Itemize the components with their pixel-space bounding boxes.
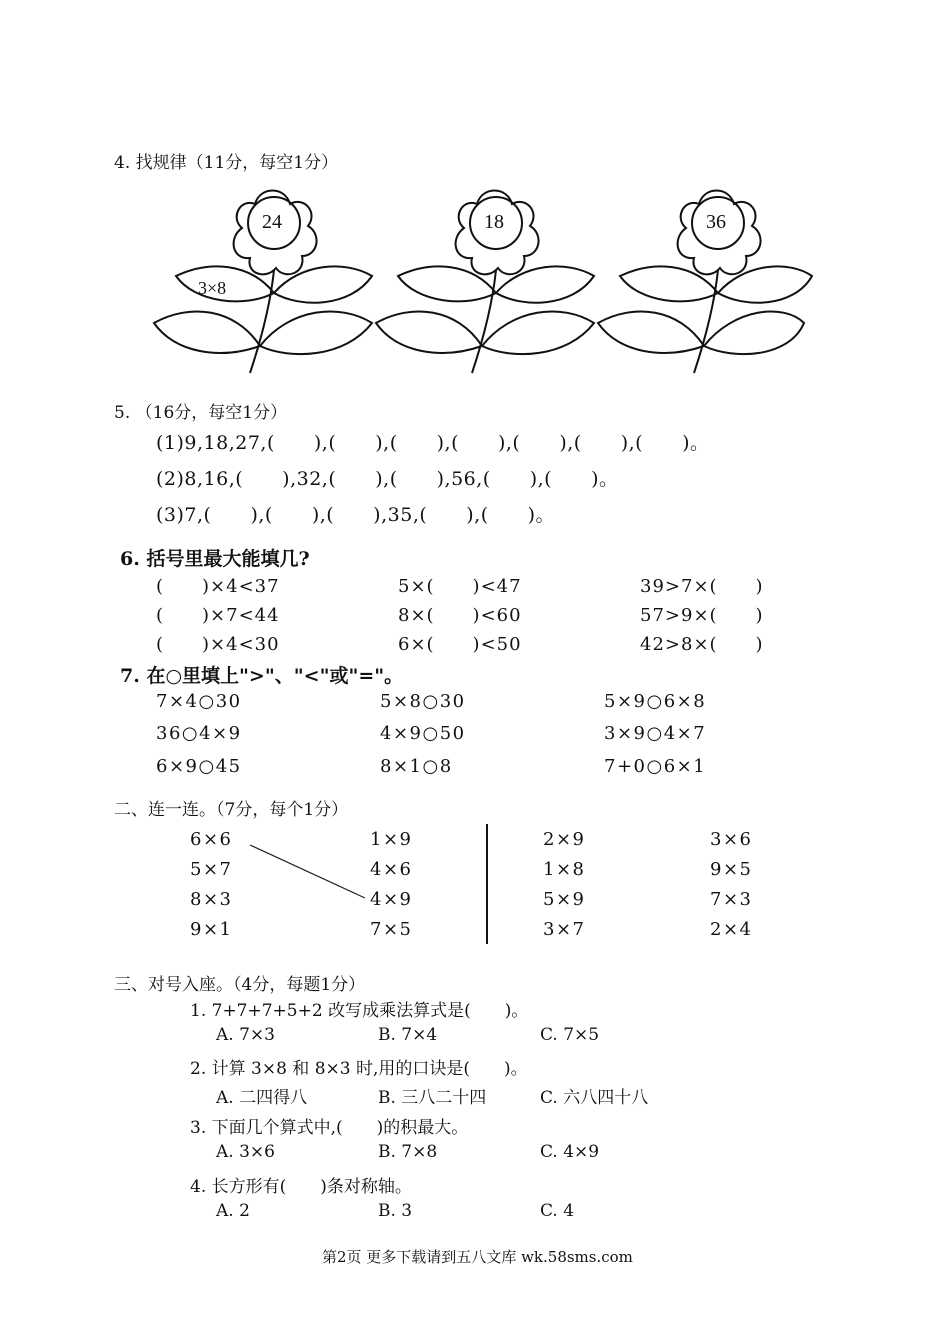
part2-left-a-4: 9×1 <box>190 919 233 940</box>
part2-left-b-2: 4×6 <box>370 859 413 880</box>
q7-r1c1: 7×4○30 <box>156 691 242 712</box>
part2-right-a-4: 3×7 <box>543 919 586 940</box>
q4-title: 4. 找规律（11分，每空1分） <box>114 153 339 173</box>
q6-r1c2: 5×( )<47 <box>398 576 522 597</box>
q7-r2c2: 4×9○50 <box>380 723 466 744</box>
q6-r2c2: 8×( )<60 <box>398 605 522 626</box>
part2-right-a-3: 5×9 <box>543 889 586 910</box>
q6-title: 6. 括号里最大能填几? <box>120 548 310 570</box>
q7-r1c3: 5×9○6×8 <box>604 691 707 712</box>
part2-right-a-1: 2×9 <box>543 829 586 850</box>
part3-q1-b: B. 7×4 <box>378 1025 438 1045</box>
q5-title: 5. （16分，每空1分） <box>114 403 288 423</box>
part2-left-b-4: 7×5 <box>370 919 413 940</box>
q6-r3c3: 42>8×( ) <box>640 634 764 655</box>
q6-r3c1: ( )×4<30 <box>156 634 280 655</box>
part2-right-b-4: 2×4 <box>710 919 753 940</box>
part2-right-b-1: 3×6 <box>710 829 753 850</box>
part2-left-b-1: 1×9 <box>370 829 413 850</box>
flower-1-leaf-text: 3×8 <box>198 278 227 298</box>
q5-line-2: (2)8,16,( ),32,( ),( ),56,( ),( )。 <box>156 468 619 490</box>
part2-right-b-2: 9×5 <box>710 859 753 880</box>
part3-q1-c: C. 7×5 <box>540 1025 600 1045</box>
q7-r3c1: 6×9○45 <box>156 756 242 777</box>
part2-example-connector <box>250 845 365 898</box>
q6-r3c2: 6×( )<50 <box>398 634 522 655</box>
q7-r1c2: 5×8○30 <box>380 691 466 712</box>
part3-q3-a: A. 3×6 <box>216 1142 275 1162</box>
part2-title: 二、连一连。（7分，每个1分） <box>114 800 349 820</box>
part2-right-a-2: 1×8 <box>543 859 586 880</box>
q5-line-1: (1)9,18,27,( ),( ),( ),( ),( ),( ),( )。 <box>156 432 710 454</box>
q7-r2c1: 36○4×9 <box>156 723 242 744</box>
part3-q3: 3. 下面几个算式中,( )的积最大。 <box>190 1118 469 1138</box>
part3-q4: 4. 长方形有( )条对称轴。 <box>190 1177 412 1197</box>
part2-left-a-3: 8×3 <box>190 889 233 910</box>
q7-r3c2: 8×1○8 <box>380 756 453 777</box>
part2-left-a-2: 5×7 <box>190 859 233 880</box>
q6-r2c1: ( )×7<44 <box>156 605 280 626</box>
part3-q4-b: B. 3 <box>378 1201 413 1221</box>
part3-q3-b: B. 7×8 <box>378 1142 438 1162</box>
part3-q3-c: C. 4×9 <box>540 1142 600 1162</box>
part3-q2-c: C. 六八四十八 <box>540 1088 649 1108</box>
q7-r3c3: 7+0○6×1 <box>604 756 707 777</box>
part2-left-b-3: 4×9 <box>370 889 413 910</box>
part3-title: 三、对号入座。（4分，每题1分） <box>114 975 366 995</box>
q6-r2c3: 57>9×( ) <box>640 605 764 626</box>
flower-2-center-number: 18 <box>484 211 504 233</box>
part3-q4-c: C. 4 <box>540 1201 575 1221</box>
part2-right-b-3: 7×3 <box>710 889 753 910</box>
part3-q2: 2. 计算 3×8 和 8×3 时,用的口诀是( )。 <box>190 1059 528 1079</box>
part3-q4-a: A. 2 <box>216 1201 250 1221</box>
part3-q1-a: A. 7×3 <box>216 1025 275 1045</box>
q7-title: 7. 在○里填上">"、"<"或"="。 <box>120 665 404 687</box>
flower-3-center-number: 36 <box>706 211 726 233</box>
q5-line-3: (3)7,( ),( ),( ),35,( ),( )。 <box>156 504 556 526</box>
part2-left-a-1: 6×6 <box>190 829 233 850</box>
q6-r1c3: 39>7×( ) <box>640 576 764 597</box>
page-footer: 第2页 更多下载请到五八文库 wk.58sms.com <box>322 1248 633 1266</box>
part3-q2-a: A. 二四得八 <box>216 1088 308 1108</box>
part3-q1: 1. 7+7+7+5+2 改写成乘法算式是( )。 <box>190 1001 529 1021</box>
q6-r1c1: ( )×4<37 <box>156 576 280 597</box>
flower-1-center-number: 24 <box>262 211 282 233</box>
q7-r2c3: 3×9○4×7 <box>604 723 707 744</box>
part3-q2-b: B. 三八二十四 <box>378 1088 487 1108</box>
